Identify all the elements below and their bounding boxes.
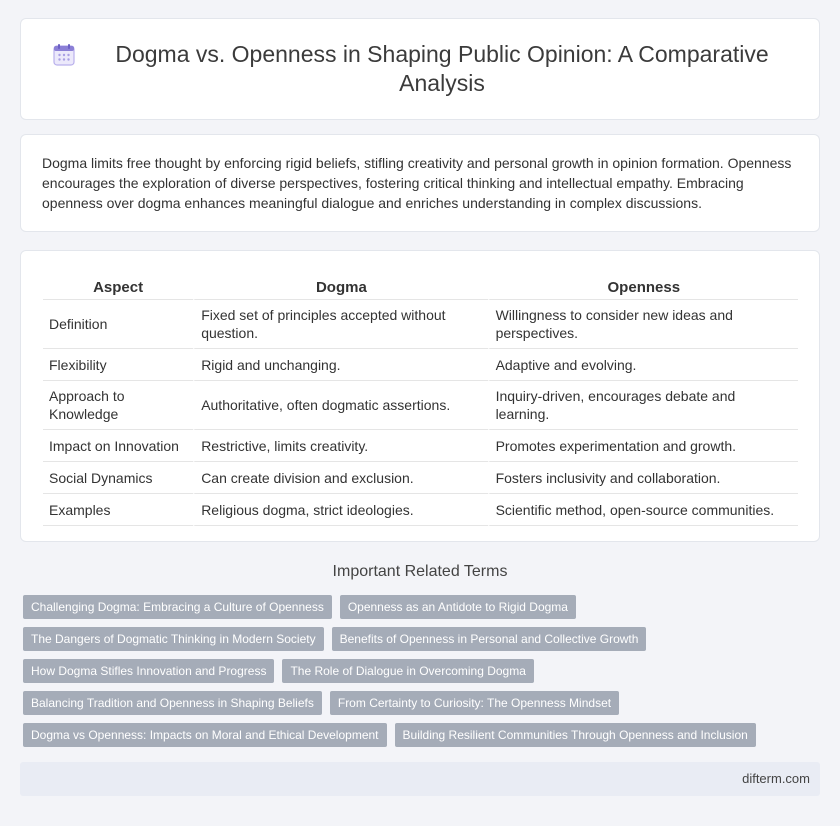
cell-openness: Willingness to consider new ideas and perspectives. bbox=[488, 300, 798, 349]
related-term-link[interactable]: The Dangers of Dogmatic Thinking in Modern Society bbox=[23, 627, 324, 651]
table-row bbox=[43, 300, 798, 349]
site-name[interactable]: difterm.com bbox=[742, 771, 810, 786]
footer bbox=[20, 762, 820, 796]
cell-dogma: Rigid and unchanging. bbox=[193, 349, 487, 381]
cell-dogma: Can create division and exclusion. bbox=[193, 462, 487, 494]
cell-aspect: Approach to Knowledge bbox=[43, 381, 193, 430]
related-terms-title: Important Related Terms bbox=[332, 563, 508, 580]
header-aspect: Aspect bbox=[43, 269, 193, 300]
related-term-link[interactable]: The Role of Dialogue in Overcoming Dogma bbox=[282, 659, 533, 683]
related-term-link[interactable]: Balancing Tradition and Openness in Shaping Beliefs bbox=[23, 691, 322, 715]
header-card bbox=[20, 18, 820, 120]
table-header-row bbox=[43, 269, 798, 300]
tag-row bbox=[23, 691, 823, 715]
related-term-link[interactable]: Openness as an Antidote to Rigid Dogma bbox=[340, 595, 576, 619]
header-openness: Openness bbox=[488, 269, 798, 300]
table-row bbox=[43, 494, 798, 526]
tag-row bbox=[23, 659, 823, 683]
cell-openness: Adaptive and evolving. bbox=[488, 349, 798, 381]
cell-aspect: Social Dynamics bbox=[43, 462, 193, 494]
intro-card bbox=[20, 134, 820, 232]
table-row bbox=[43, 462, 798, 494]
tag-row bbox=[23, 723, 823, 747]
cell-dogma: Restrictive, limits creativity. bbox=[193, 430, 487, 462]
cell-openness: Fosters inclusivity and collaboration. bbox=[488, 462, 798, 494]
calendar-icon bbox=[51, 42, 77, 68]
cell-aspect: Definition bbox=[43, 300, 193, 349]
cell-aspect: Impact on Innovation bbox=[43, 430, 193, 462]
table-row bbox=[43, 349, 798, 381]
cell-openness: Inquiry-driven, encourages debate and learning. bbox=[488, 381, 798, 430]
cell-dogma: Authoritative, often dogmatic assertions. bbox=[193, 381, 487, 430]
tag-row bbox=[23, 627, 823, 651]
related-term-link[interactable]: From Certainty to Curiosity: The Openness Mindset bbox=[330, 691, 619, 715]
cell-openness: Promotes experimentation and growth. bbox=[488, 430, 798, 462]
cell-openness: Scientific method, open-source communities. bbox=[488, 494, 798, 526]
cell-aspect: Examples bbox=[43, 494, 193, 526]
table-row bbox=[43, 430, 798, 462]
table-row bbox=[43, 381, 798, 430]
header-dogma: Dogma bbox=[193, 269, 487, 300]
cell-aspect: Flexibility bbox=[43, 349, 193, 381]
related-terms-list bbox=[23, 595, 823, 755]
related-term-link[interactable]: Challenging Dogma: Embracing a Culture of Openness bbox=[23, 595, 332, 619]
title-wrap bbox=[51, 40, 789, 98]
related-term-link[interactable]: How Dogma Stifles Innovation and Progress bbox=[23, 659, 274, 683]
related-term-link[interactable]: Benefits of Openness in Personal and Collective Growth bbox=[332, 627, 647, 651]
page-title: Dogma vs. Openness in Shaping Public Opinion: A Comparative Analysis bbox=[115, 41, 769, 96]
related-term-link[interactable]: Building Resilient Communities Through Openness and Inclusion bbox=[395, 723, 756, 747]
related-term-link[interactable]: Dogma vs Openness: Impacts on Moral and Ethical Development bbox=[23, 723, 387, 747]
cell-dogma: Fixed set of principles accepted without question. bbox=[193, 300, 487, 349]
comparison-table-card bbox=[20, 250, 820, 542]
tag-row bbox=[23, 595, 823, 619]
cell-dogma: Religious dogma, strict ideologies. bbox=[193, 494, 487, 526]
intro-text: Dogma limits free thought by enforcing rigid beliefs, stifling creativity and personal growth in opinion formation. Openness encourages the exploration of diverse perspectives, fostering critical thinking and intellectual empathy. Embracing openness over dogma enhances meaningful dialogue and enriches understanding in complex discussions. bbox=[42, 155, 792, 211]
comparison-table bbox=[43, 269, 798, 526]
